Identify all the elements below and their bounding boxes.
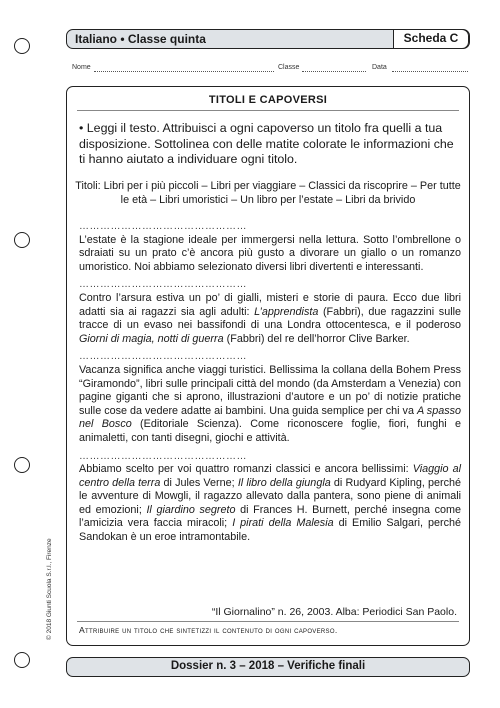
name-field[interactable] [94,71,274,72]
paragraph-text: Vacanza significa anche viaggi turistici. Bellissima la collana della Bohem Press “Giramondo”, libri sulle principali città del mondo (da Amsterdam a Venezia) con pagine giganti che si aprono, illustrazioni d’autore e un po’ di notizie pratiche sulle cose da vedere adatte ai bambini. Una guida semplice per chi va A spasso nel Bosco (Editoriale Scienza). Come riconoscere foglie, fiori, funghi e animaletti, con tanti disegni, giochi e attività. [79,363,461,444]
title-blank-4[interactable]: ………………………………………… [79,450,247,462]
punch-hole [14,457,30,473]
paragraphs [79,216,461,545]
titles-list: Titoli: Libri per i più piccoli – Libri per viaggiare – Classici da riscoprire – Per tutte le età – Libri umoristici – Un libro per l’estate – Libri da brivido [75,180,461,206]
exercise-box [66,86,470,646]
punch-hole [14,232,30,248]
title-blank-1[interactable]: ………………………………………… [79,221,247,232]
date-field[interactable] [392,71,468,72]
class-label: Classe [278,64,300,71]
student-fields [70,64,470,76]
paragraph-text: Abbiamo scelto per voi quattro romanzi classici e ancora bellissimi: Viaggio al centro della terra di Jules Verne; Il libro della giungla di Rudyard Kipling, perché le avventure di Mowgli, il ragazzo allevato dalla pantera, sono piene di animali ed emozioni; Il giardino segreto di Frances H. Burnett, perché insegna come l’amicizia vera faccia miracoli; I pirati della Malesia di Emilio Salgari, perché Sandokan è un eroe intramontabile. [79,463,462,544]
paragraph-4 [79,450,461,545]
sheet-label: Scheda C [393,29,469,49]
title-blank-3[interactable]: ………………………………………… [79,351,247,363]
paragraph-1 [79,220,461,274]
header-bar [66,29,470,49]
paragraph-2 [79,278,461,346]
punch-hole [14,38,30,54]
divider [77,621,459,622]
name-label: Nome [72,64,91,71]
footer-bar: Dossier n. 3 – 2018 – Verifiche finali [66,657,470,677]
divider [77,110,459,111]
punch-hole [14,652,30,668]
class-field[interactable] [302,71,366,72]
copyright-note: © 2018 Giunti Scuola S.r.l., Firenze [46,538,53,640]
paragraph-text: Contro l’arsura estiva un po’ di gialli, misteri e storie di paura. Ecco due libri adatti sia ai ragazzi sia agli adulti: L’apprendista (Fabbri), due ragazzini sulle tracce di un evaso nei bassifondi di una Londra ottocentesca, e il poderoso Giorni di magia, notti di guerra (Fabbri) del re dell’horror Clive Barker. [79,291,461,345]
paragraph-3 [79,350,461,445]
title-blank-2[interactable]: ………………………………………… [79,279,247,291]
source-citation: “Il Giornalino” n. 26, 2003. Alba: Periodici San Paolo. [211,606,457,618]
subject-label: Italiano • Classe quinta [75,32,206,46]
instructions: • Leggi il testo. Attribuisci a ogni capoverso un titolo fra quelli a tua disposizione. Sottolinea con delle matite colorate le informazioni che ti hanno aiutato a individuare ogni titolo. [79,121,454,166]
final-instruction: Attribuire un titolo che sintetizzi il contenuto di ogni capoverso. [79,625,338,635]
date-label: Data [372,64,387,71]
paragraph-text: L’estate è la stagione ideale per immergersi nella lettura. Sotto l’ombrellone o sdraiati su un prato c’è ancora più gusto a divorare un giallo o un romanzo umoristico. Noi abbiamo selezionato diversi libri divertenti e interessanti. [79,233,461,273]
exercise-title: TITOLI E CAPOVERSI [208,94,328,106]
